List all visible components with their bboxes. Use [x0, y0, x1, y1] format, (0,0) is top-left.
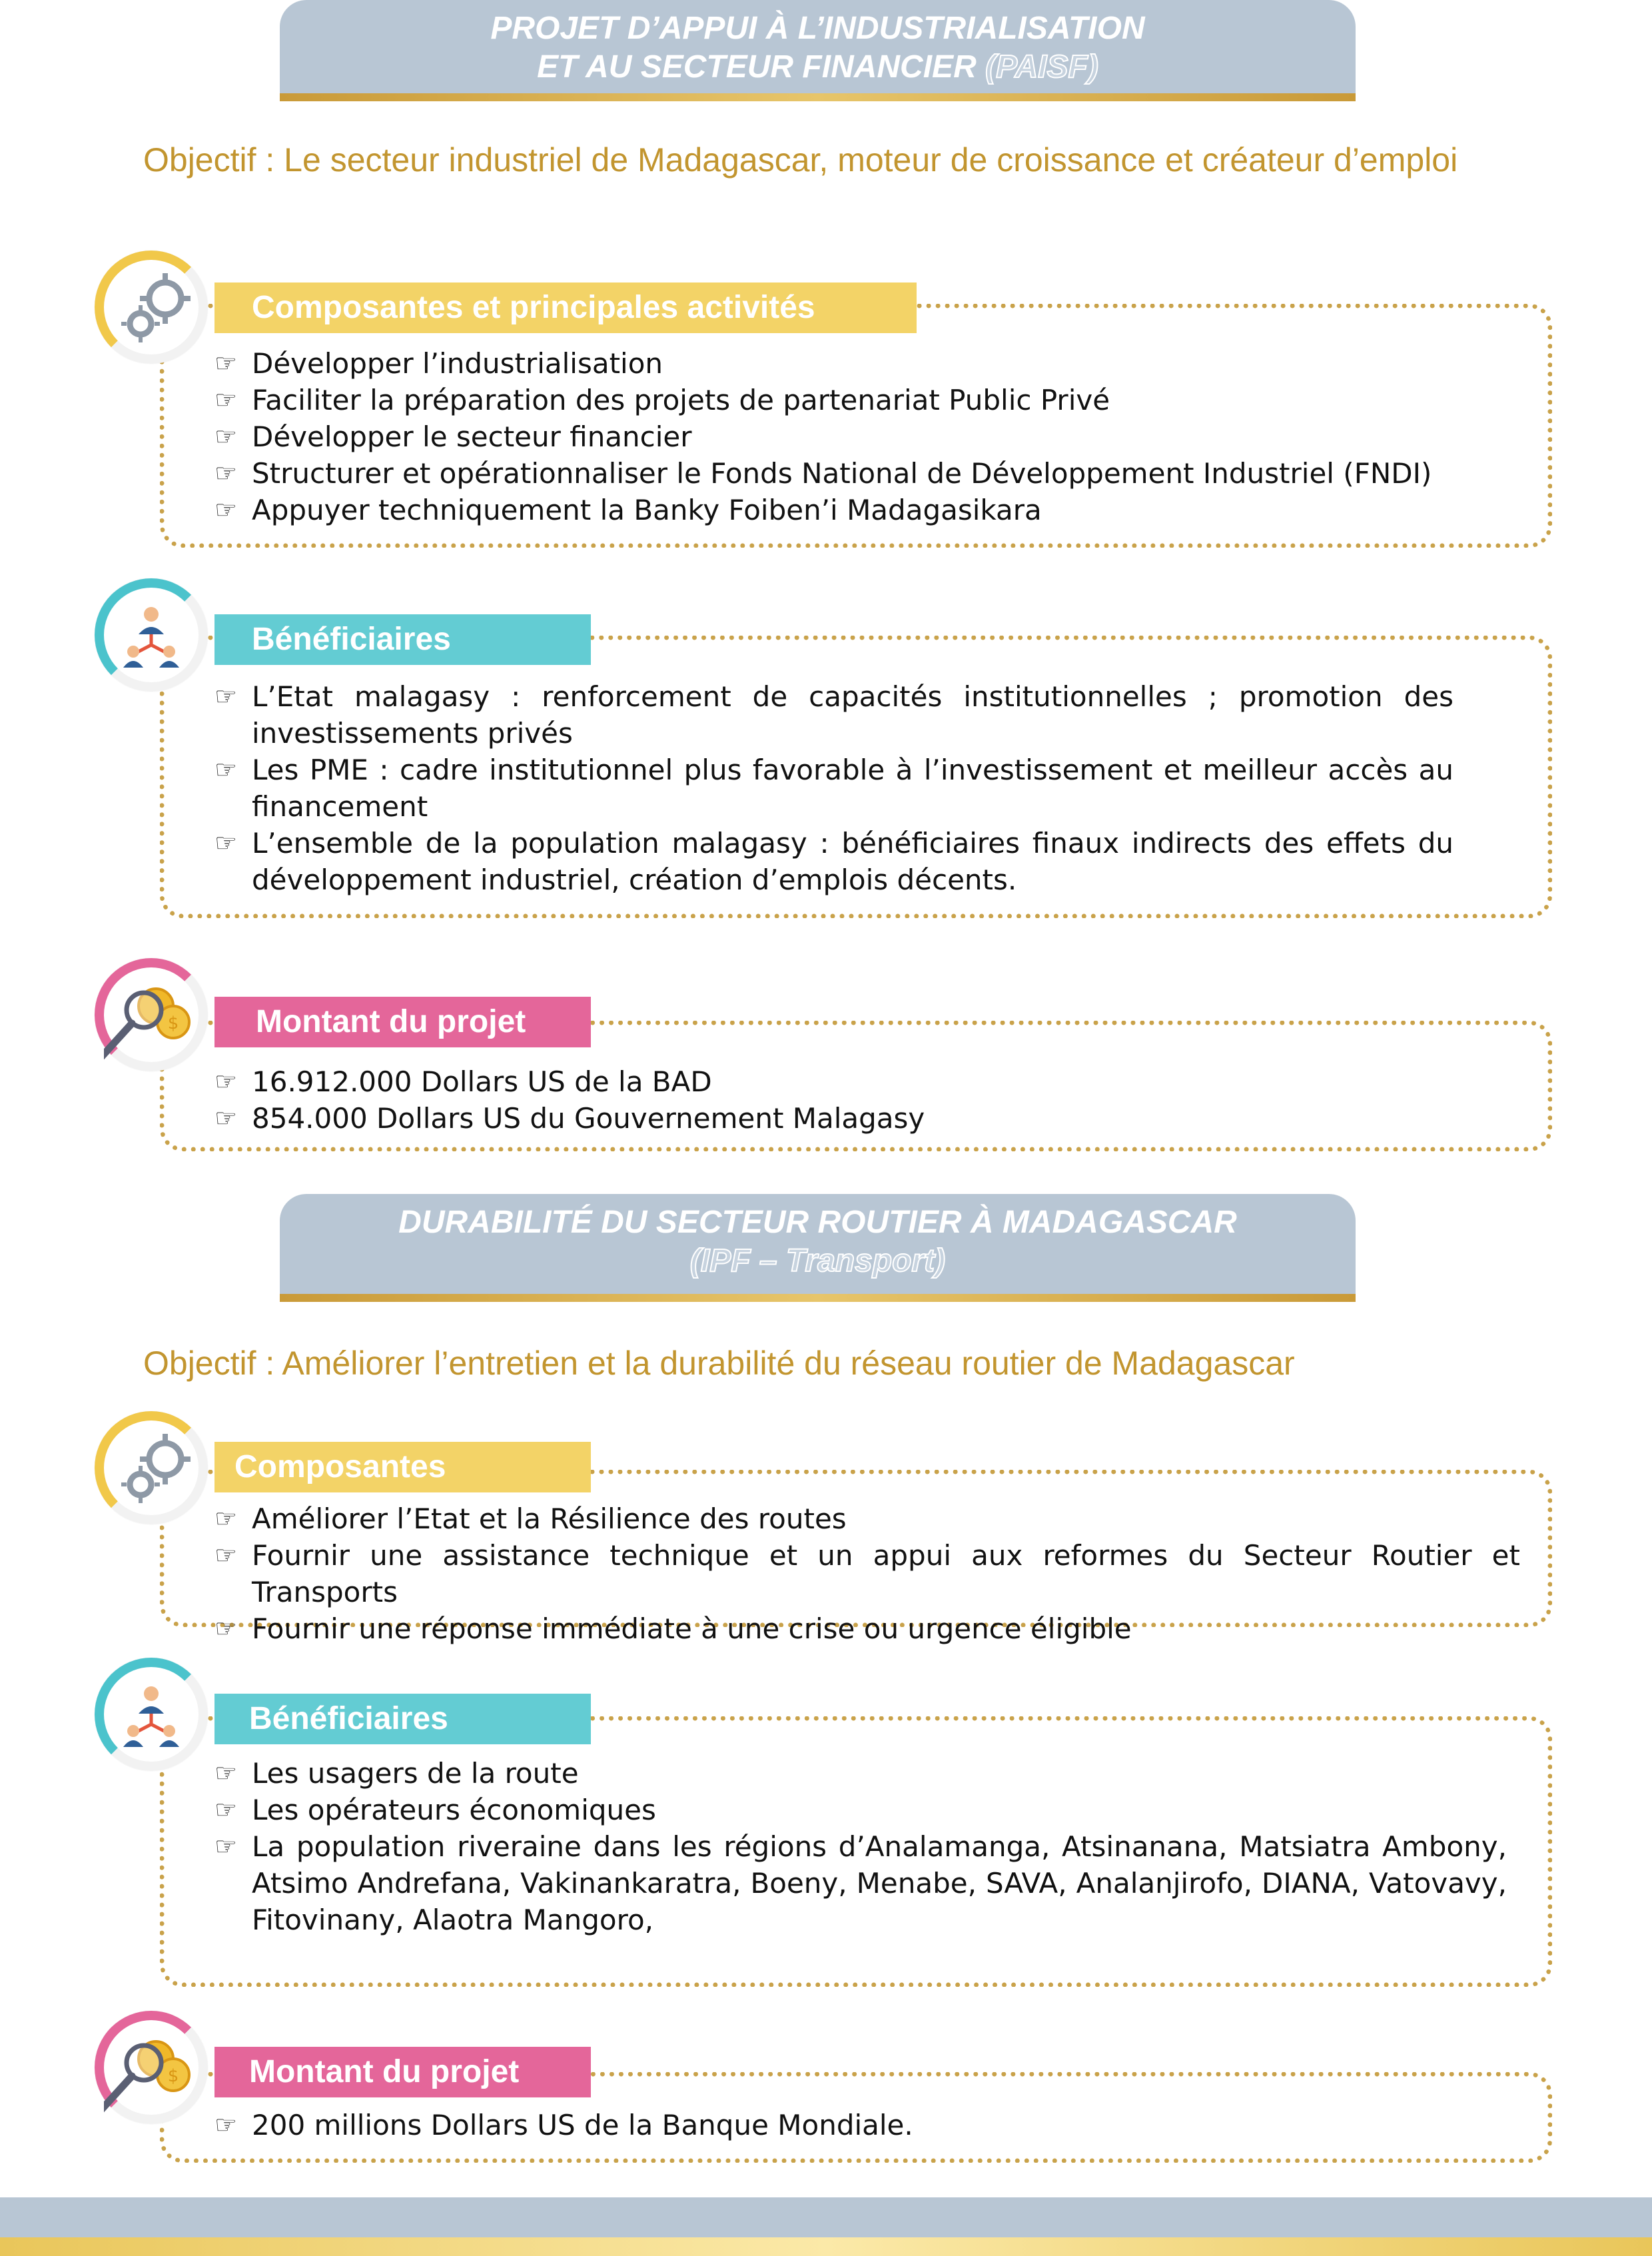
list-item: ☞ Développer l’industrialisation [214, 345, 1453, 382]
project1-title-line2: ET AU SECTEUR FINANCIER (PAISF) [537, 49, 1098, 85]
people-network-icon [95, 578, 208, 692]
pointing-hand-icon: ☞ [214, 828, 238, 857]
project2-title-line2 [280, 1242, 1356, 1281]
pointing-hand-icon: ☞ [214, 2110, 238, 2139]
pointing-hand-icon: ☞ [214, 458, 238, 488]
people-network-icon [95, 1658, 208, 1771]
list-item: ☞ Appuyer techniquement la Banky Foiben’i Madagasikara [214, 492, 1453, 528]
project1-components-label: Composantes et principales activités [214, 282, 917, 333]
footer-gold-bar [0, 2237, 1652, 2256]
project2-amount-list [214, 2107, 1453, 2143]
list-item: ☞ L’ensemble de la population malagasy : bénéficiaires finaux indirects des effets du développement industriel, création d’emplois décents. [214, 825, 1453, 898]
svg-text:$: $ [167, 1013, 179, 1033]
pointing-hand-icon: ☞ [214, 1758, 238, 1788]
gears-icon [95, 1411, 208, 1524]
gears-icon [95, 251, 208, 364]
pointing-hand-icon: ☞ [214, 385, 238, 414]
pointing-hand-icon: ☞ [214, 1504, 238, 1533]
project2-amount-label: Montant du projet [214, 2047, 591, 2097]
project1-title-line1: PROJET D’APPUI À L’INDUSTRIALISATION [490, 11, 1145, 46]
project1-beneficiaries-label: Bénéficiaires [214, 614, 591, 665]
pointing-hand-icon: ☞ [214, 1795, 238, 1824]
pointing-hand-icon: ☞ [214, 422, 238, 451]
pointing-hand-icon: ☞ [214, 1067, 238, 1096]
list-item: ☞ 854.000 Dollars US du Gouvernement Malagasy [214, 1100, 1453, 1137]
footer-band [0, 2197, 1652, 2237]
coins-magnifier-icon [95, 958, 208, 1071]
project2-components-list [214, 1500, 1520, 1647]
pointing-hand-icon: ☞ [214, 495, 238, 524]
project2-beneficiaries-list [214, 1755, 1507, 1938]
project1-title-banner [280, 0, 1356, 93]
svg-text:$: $ [167, 2066, 179, 2086]
list-item: ☞ Développer le secteur financier [214, 418, 1453, 455]
project1-beneficiaries-list [214, 678, 1453, 898]
banner-underline [280, 93, 1356, 101]
project2-objective: Objectif : Améliorer l’entretien et la durabilité du réseau routier de Madagascar [143, 1345, 1295, 1382]
list-item: ☞ 16.912.000 Dollars US de la BAD [214, 1063, 1453, 1100]
list-item: ☞ Améliorer l’Etat et la Résilience des routes [214, 1500, 1520, 1537]
project2-components-label: Composantes [214, 1442, 591, 1492]
project1-amount-list [214, 1063, 1453, 1137]
pointing-hand-icon: ☞ [214, 348, 238, 378]
project2-beneficiaries-label: Bénéficiaires [214, 1694, 591, 1744]
project2-title-banner [280, 1194, 1356, 1294]
pointing-hand-icon: ☞ [214, 1103, 238, 1133]
list-item: ☞ Les usagers de la route [214, 1755, 1507, 1792]
list-item: ☞ La population riveraine dans les régions d’Analamanga, Atsinanana, Matsiatra Ambony, Atsimo Andrefana, Vakinankaratra, Boeny, Menabe, SAVA, Analanjirofo, DIANA, Vatovavy, Fitovinany, Alaotra Mangoro, [214, 1828, 1507, 1938]
pointing-hand-icon: ☞ [214, 1614, 238, 1643]
list-item: ☞ L’Etat malagasy : renforcement de capacités institutionnelles ; promotion des investissements privés [214, 678, 1453, 752]
project1-title-acronym: (PAISF) [985, 49, 1098, 85]
project2-title-line1: DURABILITÉ DU SECTEUR ROUTIER À MADAGASCAR [398, 1205, 1237, 1240]
pointing-hand-icon: ☞ [214, 1832, 238, 1861]
banner-underline [280, 1294, 1356, 1302]
list-item: ☞ 200 millions Dollars US de la Banque Mondiale. [214, 2107, 1453, 2143]
list-item: ☞ Faciliter la préparation des projets de partenariat Public Privé [214, 382, 1453, 418]
list-item: ☞ Les PME : cadre institutionnel plus favorable à l’investissement et meilleur accès au financement [214, 752, 1453, 825]
pointing-hand-icon: ☞ [214, 682, 238, 711]
pointing-hand-icon: ☞ [214, 755, 238, 784]
list-item: ☞ Les opérateurs économiques [214, 1792, 1507, 1828]
project1-components-list [214, 345, 1453, 528]
project1-objective: Objectif : Le secteur industriel de Madagascar, moteur de croissance et créateur d’emploi [143, 141, 1458, 179]
project1-amount-label: Montant du projet [214, 997, 591, 1047]
list-item: ☞ Structurer et opérationnaliser le Fonds National de Développement Industriel (FNDI) [214, 455, 1453, 492]
pointing-hand-icon: ☞ [214, 1540, 238, 1570]
list-item: ☞ Fournir une assistance technique et un appui aux reformes du Secteur Routier et Transports [214, 1537, 1520, 1610]
project2-title-acronym: (IPF – Transport) [689, 1243, 946, 1279]
coins-magnifier-icon [95, 2011, 208, 2124]
list-item: ☞ Fournir une réponse immédiate à une crise ou urgence éligible [214, 1610, 1520, 1647]
